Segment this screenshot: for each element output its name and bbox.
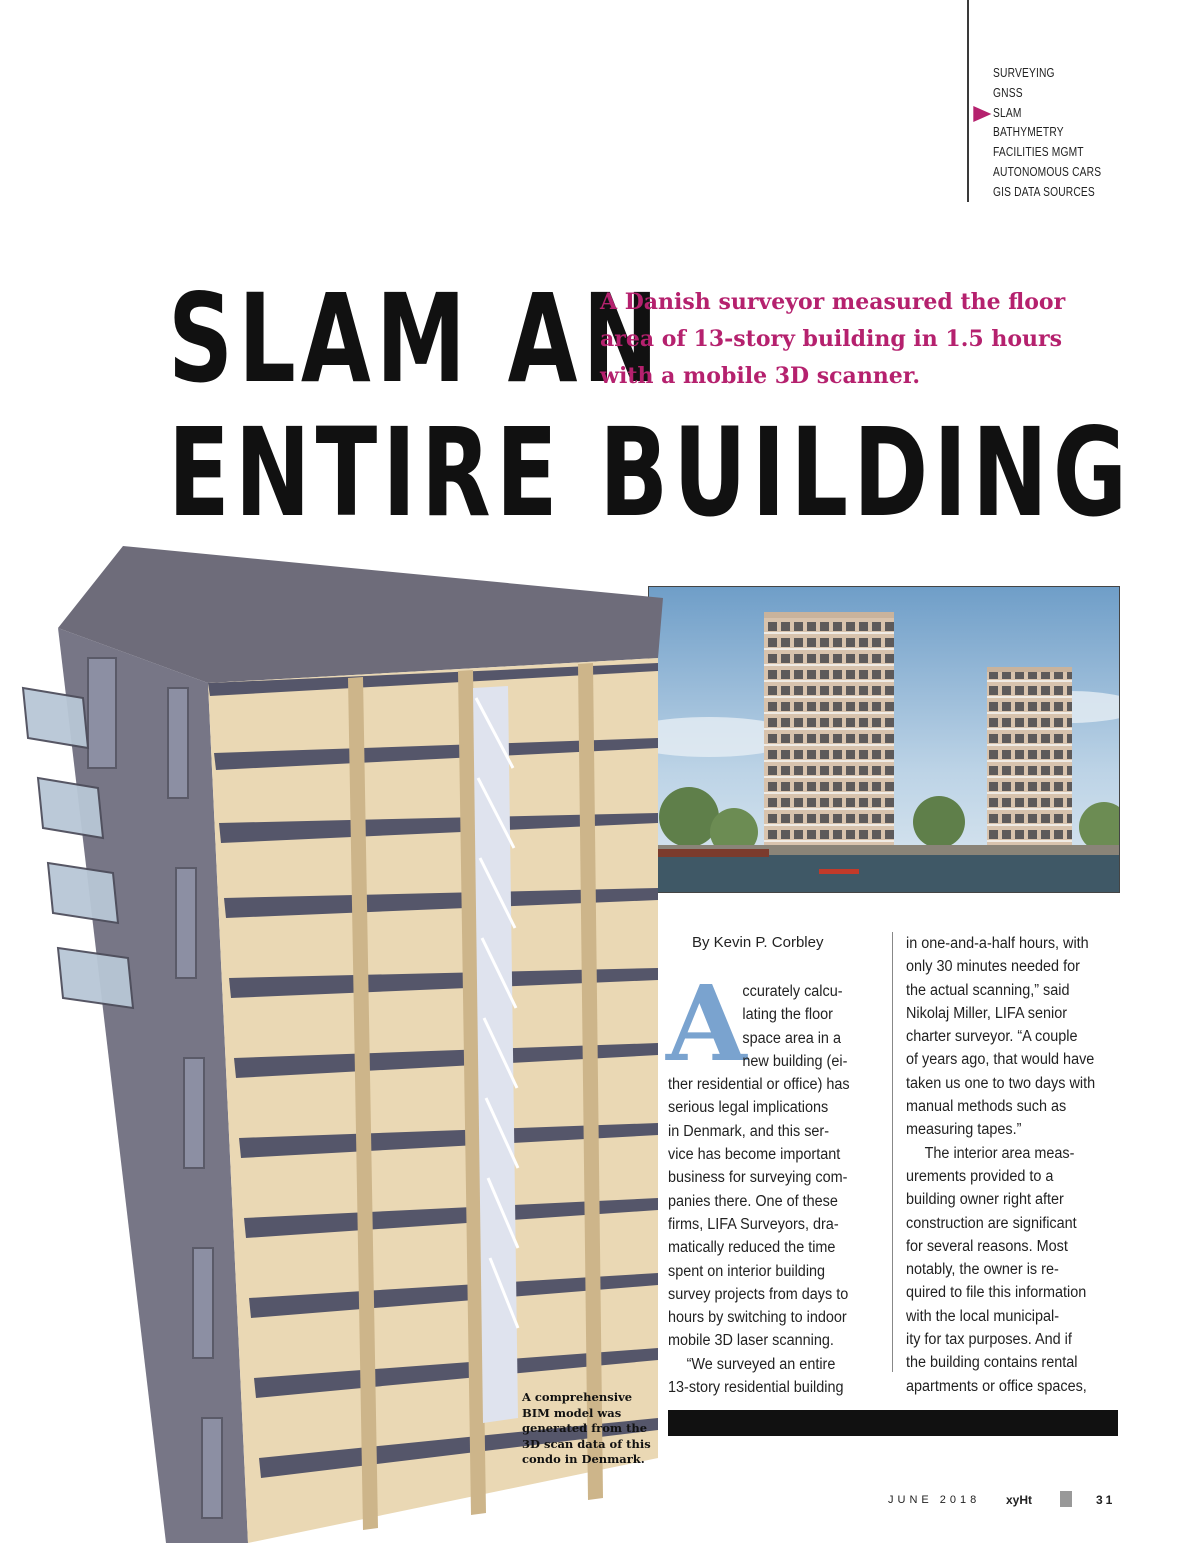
text-line: quired to file this information <box>906 1284 1087 1302</box>
byline: By Kevin P. Corbley <box>692 934 824 951</box>
drop-cap: A <box>666 962 747 1085</box>
text-line: “We surveyed an entire <box>686 1355 836 1373</box>
text-line: construction are significant <box>906 1214 1077 1232</box>
dek-subheadline: A Danish surveyor measured the floor area of 13-story building in 1.5 hours with a mobile 3D scanner. <box>600 289 1066 389</box>
nav-divider <box>967 0 969 202</box>
text-line: vice has become important <box>668 1146 841 1164</box>
nav-item-gis-data-sources: GIS DATA SOURCES <box>993 184 1095 199</box>
nav-item-autonomous-cars: AUTONOMOUS CARS <box>993 164 1102 179</box>
text-line: lating the floor <box>742 1006 833 1024</box>
text-line: The interior area meas- <box>924 1144 1075 1162</box>
text-line: only 30 minutes needed for <box>906 958 1080 976</box>
text-line: ity for tax purposes. And if <box>906 1331 1072 1349</box>
text-line: survey projects from days to <box>668 1285 849 1303</box>
text-line: in Denmark, and this ser- <box>668 1122 830 1140</box>
text-line: measuring tapes.” <box>906 1121 1022 1139</box>
text-line: of years ago, that would have <box>906 1051 1095 1069</box>
text-line: firms, LIFA Surveyors, dra- <box>668 1215 839 1233</box>
text-line: in one-and-a-half hours, with <box>906 935 1089 952</box>
text-line: new building (ei- <box>742 1052 848 1070</box>
nav-item-slam <box>993 104 1157 124</box>
headline-line-1: SLAM AN <box>168 268 664 410</box>
text-line: the building contains rental <box>906 1354 1078 1372</box>
text-line: with the local municipal- <box>906 1307 1060 1325</box>
section-nav <box>993 64 1193 203</box>
text-line: spent on interior building <box>668 1262 826 1280</box>
text-line: space area in a <box>742 1029 841 1047</box>
nav-item-surveying: SURVEYING <box>993 66 1055 80</box>
article-column-1 <box>668 980 863 1399</box>
text-line: charter surveyor. “A couple <box>906 1028 1078 1046</box>
active-section-marker <box>973 106 991 122</box>
nav-item-bathymetry: BATHYMETRY <box>993 125 1064 140</box>
text-line: notably, the owner is re- <box>906 1261 1059 1279</box>
text-line: manual methods such as <box>906 1098 1067 1116</box>
decorative-bar <box>668 1410 1118 1436</box>
text-line: panies there. One of these <box>668 1192 838 1210</box>
article-column-2 <box>906 932 1109 1398</box>
text-line: mobile 3D laser scanning. <box>668 1332 834 1350</box>
text-line: apartments or office spaces, <box>906 1377 1087 1395</box>
image-caption: A comprehensive BIM model was generated from the 3D scan data of this condo in Denmark. <box>522 1390 651 1466</box>
text-line: the actual scanning,” said <box>906 981 1070 999</box>
text-line: urements provided to a <box>906 1167 1054 1185</box>
magazine-name: xyHt <box>1006 1493 1033 1507</box>
text-line: Nikolaj Miller, LIFA senior <box>906 1004 1068 1022</box>
text-line: 13-story residential building <box>668 1379 844 1397</box>
text-line: business for surveying com- <box>668 1169 848 1187</box>
column-divider <box>892 932 893 1372</box>
text-line: ther residential or office) has <box>668 1076 850 1094</box>
nav-item-facilities-mgmt: FACILITIES MGMT <box>993 145 1084 160</box>
text-line: for several reasons. Most <box>906 1237 1068 1255</box>
page-number: 31 <box>1096 1493 1116 1507</box>
nav-item-label: SLAM <box>993 105 1022 120</box>
footer-separator <box>1060 1491 1072 1507</box>
text-line: hours by switching to indoor <box>668 1309 847 1327</box>
headline-line-2: ENTIRE BUILDING <box>168 402 1133 544</box>
text-line: building owner right after <box>906 1191 1064 1209</box>
nav-item-gnss: GNSS <box>993 85 1023 100</box>
text-line: matically reduced the time <box>668 1239 836 1257</box>
issue-date: JUNE 2018 <box>888 1494 981 1506</box>
text-line: ccurately calcu- <box>742 983 843 1000</box>
text-line: serious legal implications <box>668 1099 829 1117</box>
text-line: taken us one to two days with <box>906 1074 1096 1092</box>
building-photo <box>648 586 1120 893</box>
